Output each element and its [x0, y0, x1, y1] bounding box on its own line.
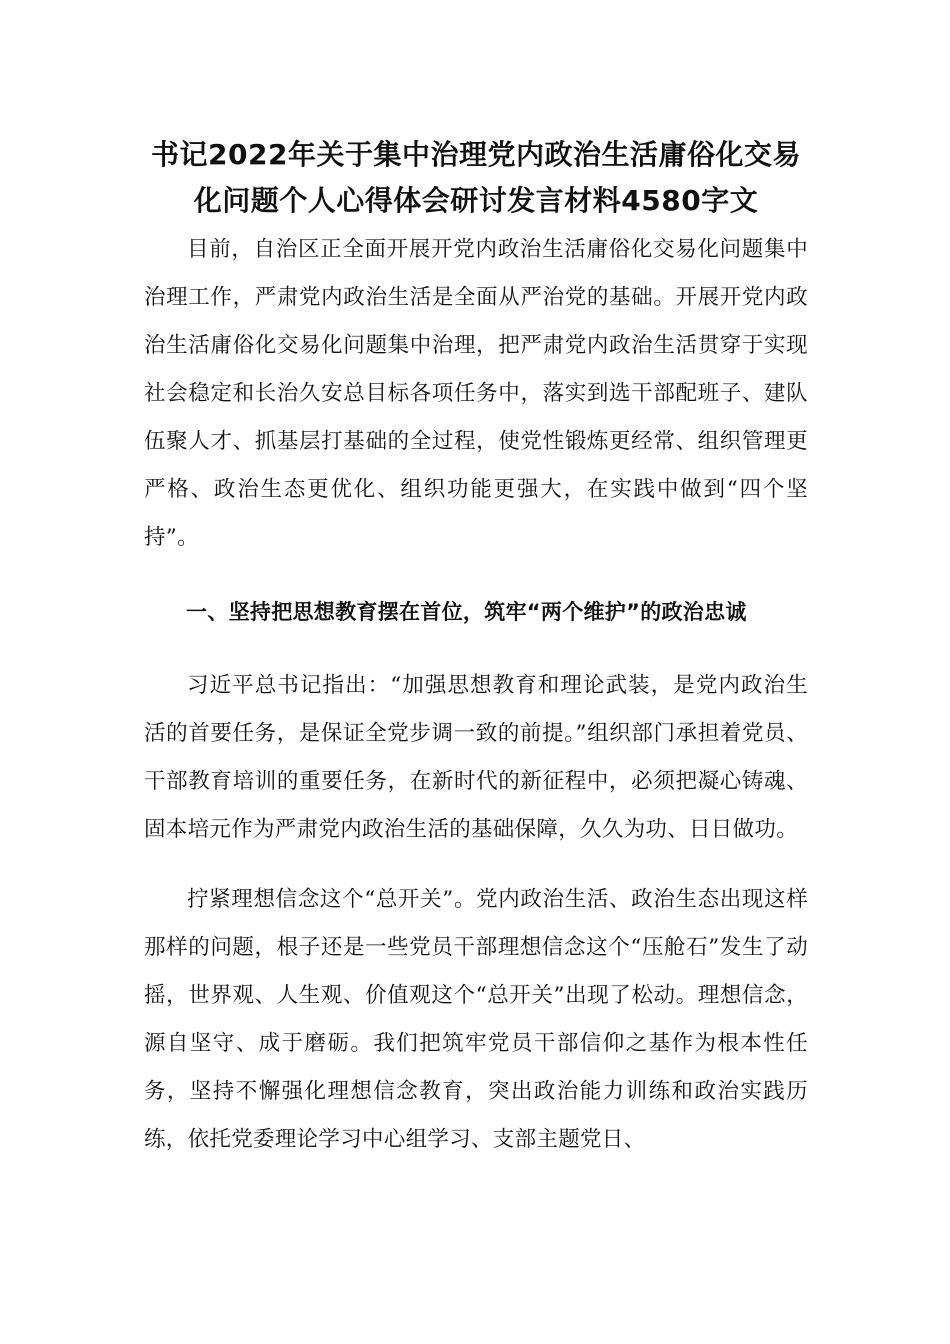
document-body [144, 132, 808, 1164]
intro-paragraph: 目前，自治区正全面开展开党内政治生活庸俗化交易化问题集中治理工作，严肃党内政治生活是全面从严治党的基础。开展开党内政治生活庸俗化交易化问题集中治理，把严肃党内政治生活贯穿于实现社会稳定和长治久安总目标各项任务中，落实到选干部配班子、建队伍聚人才、抓基层打基础的全过程，使党性锻炼更经常、组织管理更严格、政治生态更优化、组织功能更强大，在实践中做到“四个坚持”。 [144, 237, 808, 550]
document-title: 书记2022年关于集中治理党内政治生活庸俗化交易化问题个人心得体会研讨发言材料4580字文 [151, 138, 801, 217]
body-paragraph: 拧紧理想信念这个“总开关”。党内政治生活、政治生态出现这样那样的问题，根子还是一些党员干部理想信念这个“压舱石”发生了动摇，世界观、人生观、价值观这个“总开关”出现了松动。理想信念，源自坚守、成于磨砺。我们把筑牢党员干部信仰之基作为根本性任务，坚持不懈强化理想信念教育，突出政治能力训练和政治实践历练，依托党委理论学习中心组学习、支部主题党日、 [144, 887, 808, 1152]
section-heading: 一、坚持把思想教育摆在首位，筑牢“两个维护”的政治忠诚 [186, 600, 747, 624]
body-paragraph: 习近平总书记指出：“加强思想教育和理论武装，是党内政治生活的首要任务，是保证全党步调一致的前提。”组织部门承担着党员、干部教育培训的重要任务，在新时代的新征程中，必须把凝心铸魂、固本培元作为严肃党内政治生活的基础保障，久久为功、日日做功。 [144, 673, 808, 842]
